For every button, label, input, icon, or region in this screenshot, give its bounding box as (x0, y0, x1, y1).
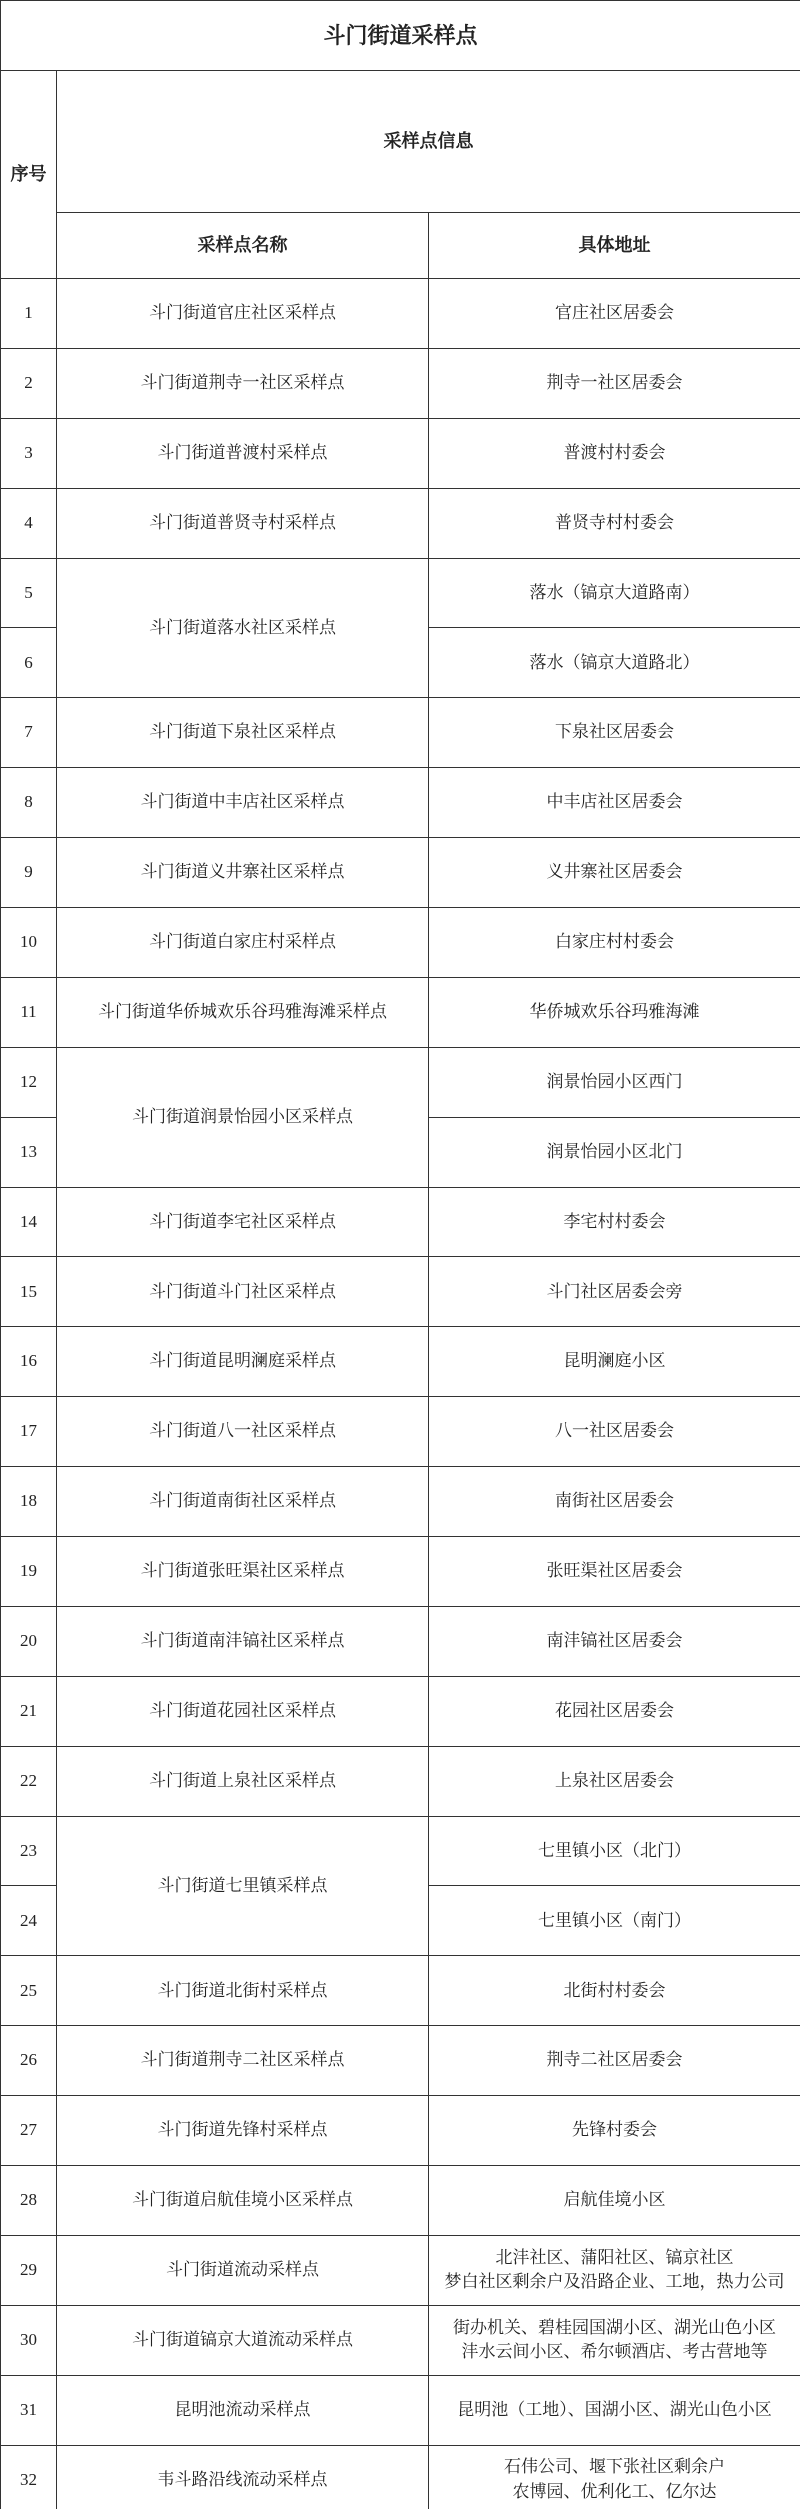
table-row (1, 558, 800, 628)
table-row (1, 768, 800, 838)
sampling-point-name: 斗门街道荆寺一社区采样点 (57, 348, 429, 418)
sampling-point-address: 南沣镐社区居委会 (429, 1606, 800, 1676)
sampling-point-address: 花园社区居委会 (429, 1676, 800, 1746)
table-row (1, 2096, 800, 2166)
table-row (1, 279, 800, 349)
row-number: 27 (1, 2096, 57, 2166)
row-number: 10 (1, 908, 57, 978)
sampling-point-address: 八一社区居委会 (429, 1397, 800, 1467)
row-number: 14 (1, 1187, 57, 1257)
table-row (1, 2235, 800, 2305)
sampling-point-address: 普渡村村委会 (429, 418, 800, 488)
row-number: 9 (1, 838, 57, 908)
sampling-point-name: 斗门街道张旺渠社区采样点 (57, 1537, 429, 1607)
row-number: 30 (1, 2305, 57, 2375)
row-number: 1 (1, 279, 57, 349)
sampling-point-address: 华侨城欢乐谷玛雅海滩 (429, 977, 800, 1047)
sampling-point-name: 昆明池流动采样点 (57, 2375, 429, 2445)
sampling-point-address: 义井寨社区居委会 (429, 838, 800, 908)
table-row (1, 418, 800, 488)
sampling-point-address: 启航佳境小区 (429, 2166, 800, 2236)
sampling-point-address: 街办机关、碧桂园国湖小区、湖光山色小区 沣水云间小区、希尔顿酒店、考古营地等 (429, 2305, 800, 2375)
sampling-point-name: 斗门街道义井寨社区采样点 (57, 838, 429, 908)
table-row (1, 2305, 800, 2375)
sampling-point-address: 润景怡园小区西门 (429, 1047, 800, 1117)
table-row (1, 1816, 800, 1886)
sampling-point-address: 南街社区居委会 (429, 1467, 800, 1537)
sampling-point-name: 斗门街道花园社区采样点 (57, 1676, 429, 1746)
sampling-point-address: 荆寺二社区居委会 (429, 2026, 800, 2096)
table-row (1, 2375, 800, 2445)
row-number: 32 (1, 2445, 57, 2509)
sampling-point-address: 白家庄村村委会 (429, 908, 800, 978)
table-row (1, 838, 800, 908)
table-row (1, 2026, 800, 2096)
table-row (1, 1537, 800, 1607)
table-row (1, 2445, 800, 2509)
table-row (1, 1327, 800, 1397)
row-number: 24 (1, 1886, 57, 1956)
sampling-point-name: 斗门街道官庄社区采样点 (57, 279, 429, 349)
sampling-point-name: 韦斗路沿线流动采样点 (57, 2445, 429, 2509)
table-row (1, 1467, 800, 1537)
sampling-point-address: 荆寺一社区居委会 (429, 348, 800, 418)
table-row (1, 1397, 800, 1467)
row-number: 3 (1, 418, 57, 488)
sampling-point-name: 斗门街道流动采样点 (57, 2235, 429, 2305)
row-number: 6 (1, 628, 57, 698)
row-number: 20 (1, 1606, 57, 1676)
sampling-point-address: 中丰店社区居委会 (429, 768, 800, 838)
sampling-point-address: 北沣社区、蒲阳社区、镐京社区 梦白社区剩余户及沿路企业、工地，热力公司 (429, 2235, 800, 2305)
sampling-point-name: 斗门街道北街村采样点 (57, 1956, 429, 2026)
row-number: 26 (1, 2026, 57, 2096)
sampling-point-address: 先锋村委会 (429, 2096, 800, 2166)
sampling-point-address: 下泉社区居委会 (429, 698, 800, 768)
row-number: 15 (1, 1257, 57, 1327)
table-row (1, 1676, 800, 1746)
table-row (1, 977, 800, 1047)
sampling-point-name: 斗门街道中丰店社区采样点 (57, 768, 429, 838)
row-number: 12 (1, 1047, 57, 1117)
sampling-point-address: 润景怡园小区北门 (429, 1117, 800, 1187)
row-number: 28 (1, 2166, 57, 2236)
sampling-point-name: 斗门街道八一社区采样点 (57, 1397, 429, 1467)
table-row (1, 698, 800, 768)
sampling-point-name: 斗门街道昆明澜庭采样点 (57, 1327, 429, 1397)
header-info: 采样点信息 (57, 71, 800, 213)
row-number: 18 (1, 1467, 57, 1537)
header-address: 具体地址 (429, 213, 800, 279)
table-body (1, 279, 800, 2509)
row-number: 11 (1, 977, 57, 1047)
table-row (1, 2166, 800, 2236)
sampling-point-name: 斗门街道南沣镐社区采样点 (57, 1606, 429, 1676)
sampling-point-name: 斗门街道先锋村采样点 (57, 2096, 429, 2166)
sampling-point-address: 李宅村村委会 (429, 1187, 800, 1257)
table-row (1, 1187, 800, 1257)
row-number: 25 (1, 1956, 57, 2026)
header-seq: 序号 (1, 71, 57, 279)
table-row (1, 1257, 800, 1327)
sampling-point-address: 落水（镐京大道路南） (429, 558, 800, 628)
row-number: 22 (1, 1746, 57, 1816)
row-number: 19 (1, 1537, 57, 1607)
sampling-point-address: 普贤寺村村委会 (429, 488, 800, 558)
row-number: 13 (1, 1117, 57, 1187)
row-number: 23 (1, 1816, 57, 1886)
sampling-point-name: 斗门街道七里镇采样点 (57, 1816, 429, 1956)
row-number: 17 (1, 1397, 57, 1467)
table-row (1, 1047, 800, 1117)
header-name: 采样点名称 (57, 213, 429, 279)
sampling-point-address: 北街村村委会 (429, 1956, 800, 2026)
sampling-point-address: 昆明澜庭小区 (429, 1327, 800, 1397)
sampling-point-address: 石伟公司、堰下张社区剩余户 农博园、优利化工、亿尔达 (429, 2445, 800, 2509)
sampling-point-name: 斗门街道普贤寺村采样点 (57, 488, 429, 558)
page-title: 斗门街道采样点 (1, 1, 800, 71)
row-number: 2 (1, 348, 57, 418)
sampling-point-name: 斗门街道上泉社区采样点 (57, 1746, 429, 1816)
row-number: 5 (1, 558, 57, 628)
table-row (1, 348, 800, 418)
sampling-point-address: 七里镇小区（北门） (429, 1816, 800, 1886)
sampling-point-name: 斗门街道润景怡园小区采样点 (57, 1047, 429, 1187)
sampling-point-address: 张旺渠社区居委会 (429, 1537, 800, 1607)
sampling-point-name: 斗门街道李宅社区采样点 (57, 1187, 429, 1257)
sampling-point-address: 斗门社区居委会旁 (429, 1257, 800, 1327)
row-number: 7 (1, 698, 57, 768)
sampling-point-address: 上泉社区居委会 (429, 1746, 800, 1816)
sampling-point-name: 斗门街道普渡村采样点 (57, 418, 429, 488)
row-number: 4 (1, 488, 57, 558)
row-number: 16 (1, 1327, 57, 1397)
sampling-point-name: 斗门街道荆寺二社区采样点 (57, 2026, 429, 2096)
table-row (1, 908, 800, 978)
sampling-point-name: 斗门街道启航佳境小区采样点 (57, 2166, 429, 2236)
table-row (1, 1606, 800, 1676)
table-row (1, 488, 800, 558)
sampling-point-name: 斗门街道华侨城欢乐谷玛雅海滩采样点 (57, 977, 429, 1047)
sampling-point-name: 斗门街道白家庄村采样点 (57, 908, 429, 978)
row-number: 8 (1, 768, 57, 838)
sampling-point-address: 昆明池（工地）、国湖小区、湖光山色小区 (429, 2375, 800, 2445)
sampling-point-address: 七里镇小区（南门） (429, 1886, 800, 1956)
table-row (1, 1746, 800, 1816)
row-number: 31 (1, 2375, 57, 2445)
sampling-point-name: 斗门街道斗门社区采样点 (57, 1257, 429, 1327)
sampling-point-address: 落水（镐京大道路北） (429, 628, 800, 698)
sampling-point-name: 斗门街道落水社区采样点 (57, 558, 429, 698)
sampling-point-name: 斗门街道下泉社区采样点 (57, 698, 429, 768)
sampling-point-name: 斗门街道南街社区采样点 (57, 1467, 429, 1537)
sampling-point-address: 官庄社区居委会 (429, 279, 800, 349)
row-number: 21 (1, 1676, 57, 1746)
row-number: 29 (1, 2235, 57, 2305)
table-row (1, 1956, 800, 2026)
sampling-point-name: 斗门街道镐京大道流动采样点 (57, 2305, 429, 2375)
